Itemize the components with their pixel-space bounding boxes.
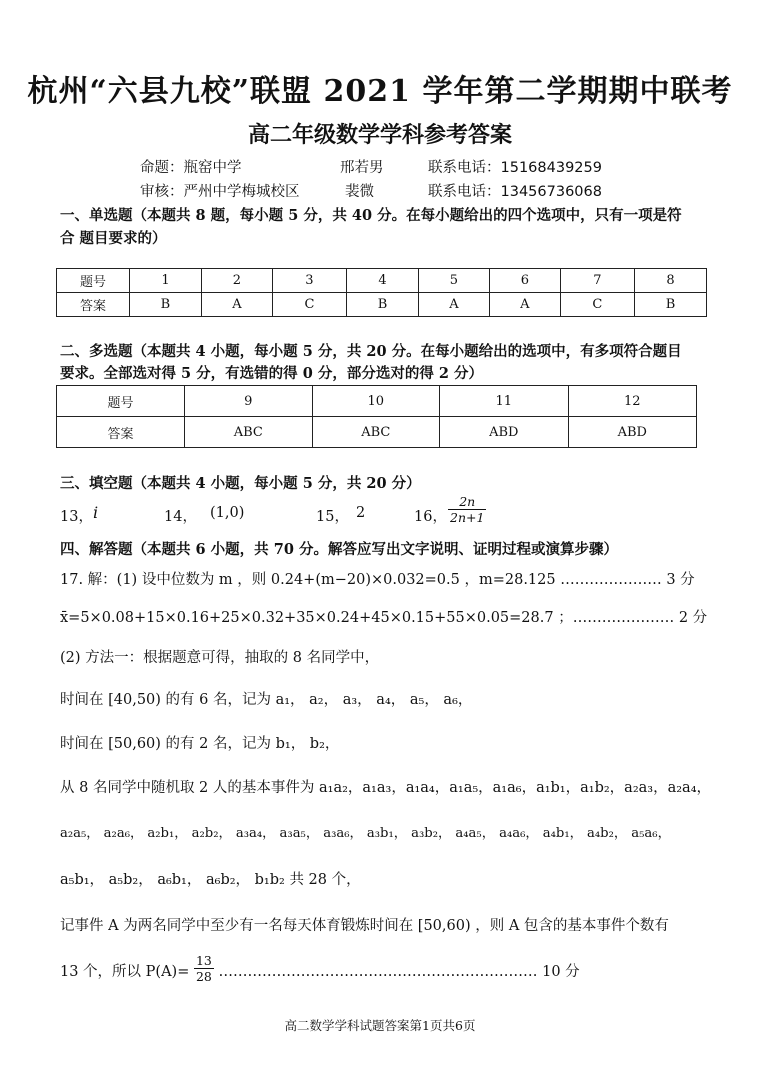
answer-cell: A [489,293,560,317]
author-label: 命题：瓶窑中学 [140,160,242,176]
q14-answer: (1,0) [210,505,245,521]
page-footer: 高二数学学科试题答案第1页共6页 [284,1018,476,1033]
question-number: 9 [185,386,313,417]
answer-cell: ABD [568,417,696,448]
reviewer-name: 裴微 [345,184,374,200]
section1-heading-line1: 一、单选题（本题共 8 题，每小题 5 分，共 40 分。在每小题给出的四个选项中，只有一项是符 [60,207,682,224]
question-number: 3 [272,269,346,293]
table-row-label: 题号 [57,269,130,293]
answer-cell: B [347,293,419,317]
question-number: 1 [130,269,202,293]
reviewer-phone: 联系电话：13456736068 [428,184,602,200]
table-row [57,417,697,448]
question-number: 8 [634,269,706,293]
table-row [57,386,697,417]
solution-line: 时间在 [50,60) 的有 2 名，记为 b₁， b₂， [60,736,340,752]
fraction-denominator: 2n+1 [450,510,485,525]
table-row-label: 题号 [57,386,185,417]
solution-line-final [60,952,580,984]
single-choice-answer-table [56,268,707,317]
answer-cell: ABD [440,417,568,448]
fraction-denominator: 28 [195,968,212,984]
question-number: 5 [418,269,489,293]
table-row [57,269,707,293]
section4-heading: 四、解答题（本题共 6 小题，共 70 分。解答应写出文字说明、证明过程或演算步骤） [60,541,618,558]
answer-cell: A [201,293,272,317]
solution-line: (2) 方法一：根据题意可得，抽取的 8 名同学中， [60,650,380,666]
q13-answer: i [93,503,99,522]
question-number: 7 [560,269,634,293]
reviewer-label: 审核：严州中学梅城校区 [140,184,300,200]
solution-line: a₂a₅， a₂a₆， a₂b₁， a₂b₂， a₃a₄， a₃a₅， a₃a₆， a₃b₁， a₃b₂， a₄a₅， a₄a₆， a₄b₁， a₄b₂， a₅a₆， [60,826,671,841]
solution-line: 记事件 A 为两名同学中至少有一名每天体育锻炼时间在 [50,60) ，则 A 包含的基本事件个数有 [60,918,669,934]
answer-cell: ABC [185,417,313,448]
score-mark: ………………………………………………………… 10 分 [218,964,580,980]
author-name: 邢若男 [340,160,384,176]
solution-line: 从 8 名同学中随机取 2 人的基本事件为 a₁a₂，a₁a₃，a₁a₄，a₁a₅，a₁a₆，a₁b₁，a₁b₂，a₂a₃，a₂a₄， [60,780,712,796]
fraction-numerator: 2n [448,494,486,510]
answer-cell: B [634,293,706,317]
q15-answer: 2 [356,505,366,521]
question-number: 4 [347,269,419,293]
solution-line: 时间在 [40,50) 的有 6 名，记为 a₁， a₂， a₃， a₄， a₅， a₆， [60,692,473,708]
question-number: 2 [201,269,272,293]
q14-label: 14， [164,509,197,525]
q15-label: 15， [316,509,349,525]
answer-cell: A [418,293,489,317]
page-subtitle: 高二年级数学学科参考答案 [247,122,512,148]
answer-cell: C [272,293,346,317]
answer-cell: B [130,293,202,317]
question-number: 12 [568,386,696,417]
probability-expression: 13 个，所以 P(A)= [60,964,190,980]
q16-answer-fraction [448,494,486,525]
multi-choice-answer-table [56,385,697,448]
section2-heading-line1: 二、多选题（本题共 4 小题，每小题 5 分，共 20 分。在每小题给出的选项中，有多项符合题目 [60,343,682,360]
answer-cell: C [560,293,634,317]
solution-line: 17. 解：(1) 设中位数为 m ，则 0.24+(m−20)×0.032=0.5 ，m=28.125 ………………… 3 分 [60,572,695,588]
table-row-label: 答案 [57,293,130,317]
question-number: 11 [440,386,568,417]
section3-heading: 三、填空题（本题共 4 小题，每小题 5 分，共 20 分） [60,475,421,492]
section1-heading-line2: 合 题目要求的） [60,230,167,247]
answer-cell: ABC [312,417,440,448]
table-row-label: 答案 [57,417,185,448]
question-number: 10 [312,386,440,417]
page-title: 杭州“六县九校”联盟 2021 学年第二学期期中联考 [27,74,733,109]
solution-line: a₅b₁， a₅b₂， a₆b₁， a₆b₂， b₁b₂ 共 28 个， [60,872,361,888]
section2-heading-line2: 要求。全部选对得 5 分，有选错的得 0 分，部分选对的得 2 分） [60,365,484,382]
table-row [57,293,707,317]
question-number: 6 [489,269,560,293]
fraction-numerator: 13 [195,952,212,968]
q16-label: 16， [414,509,447,525]
author-phone: 联系电话：15168439259 [428,160,602,176]
q13-label: 13， [60,509,93,525]
solution-line: x̄=5×0.08+15×0.16+25×0.32+35×0.24+45×0.15+55×0.05=28.7 ；………………… 2 分 [60,610,708,626]
